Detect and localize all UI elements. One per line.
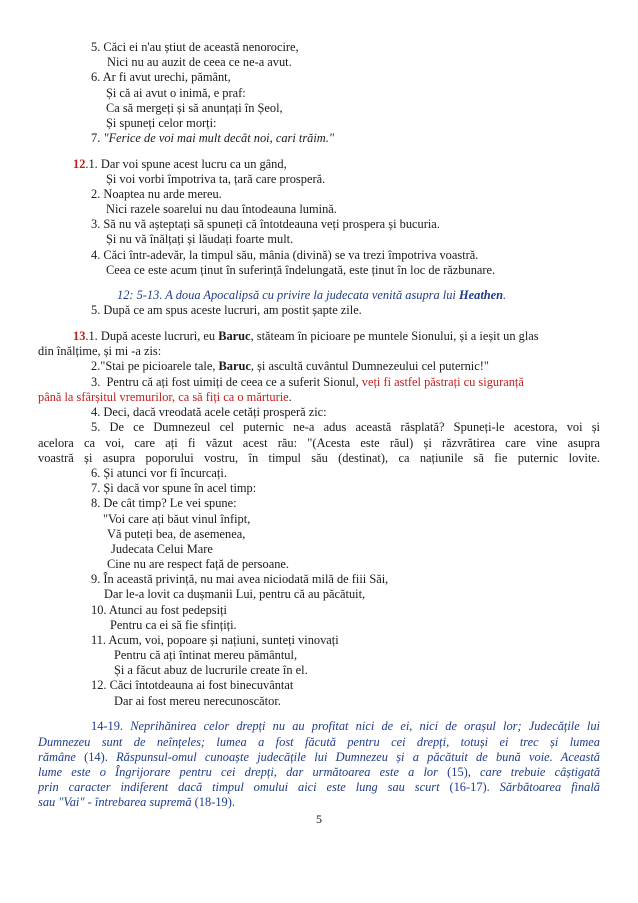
summary-line5-c: Sărbătoarea finală xyxy=(499,780,600,794)
chapter-13-verse-8-line2: Vă puteți bea, de asemenea, xyxy=(107,527,246,541)
chapter-13-verse-4: 4. Deci, dacă vreodată acele cetăți prosperă zic: xyxy=(91,405,327,419)
chapter-12-verse-4: 4. Căci într-adevăr, la timpul său, mânia (divină) se va trezi împotriva voastră. xyxy=(91,248,479,262)
verse-6: 6. Ar fi avut urechi, pământ, xyxy=(91,70,231,84)
section-heading-12-end: . xyxy=(503,288,507,302)
chapter-12-verse-5: 5. După ce am spus aceste lucruri, am postit șapte zile. xyxy=(91,303,362,317)
chapter-13-verse-2-c: , și ascultă cuvântul Dumnezeului cel puternic!" xyxy=(250,359,489,373)
chapter-12-verse-2: 2. Noaptea nu arde mereu. xyxy=(91,187,222,201)
chapter-12-verse-4-cont: Ceea ce este acum ținut în suferință îndelungată, este ținut în loc de răzbunare. xyxy=(106,263,496,277)
chapter-13-verse-12: 12. Căci întotdeauna ai fost binecuvântat xyxy=(91,678,294,692)
chapter-13-verse-5-line3: voastră și asupra poporului vostru, în timpul său (destinat), ca națiunile să fie puternic lovite. xyxy=(38,451,600,465)
section-heading-12 xyxy=(117,288,506,304)
chapter-13-verse-1-c: , stăteam în picioare pe muntele Sionului, și a ieșit un glas xyxy=(250,329,539,343)
verse-7-quote: "Ferice de voi mai mult decât noi, cari trăim." xyxy=(103,131,335,145)
summary-line4-ref: (15), xyxy=(437,765,481,779)
chapter-12-verse-2-cont: Nici razele soarelui nu dau întodeauna lumină. xyxy=(106,202,337,216)
chapter-13-verse-11: 11. Acum, voi, popoare și națiuni, sunteți vinovați xyxy=(91,633,339,647)
summary-line1-text: Neprihănirea celor drepți nu au profitat nici de ei, nici de orașul lor; Judecățile lui xyxy=(130,719,600,733)
summary-line6 xyxy=(38,795,235,811)
chapter-13-verse-8-line4: Cine nu are respect față de persoane. xyxy=(107,557,289,571)
chapter-13-verse-7: 7. Și dacă vor spune în acel timp: xyxy=(91,481,257,495)
section-heading-12-bold: Heathen xyxy=(458,288,504,302)
chapter-13-verse-3-cont xyxy=(38,390,292,406)
chapter-13-verse-10-cont: Pentru ca ei să fie sfințiți. xyxy=(110,618,237,632)
verse-7 xyxy=(91,131,334,147)
chapter-13-verse-6: 6. Și atunci vor fi încurcați. xyxy=(91,466,227,480)
chapter-13-verse-5-line2: acelora ca voi, care ați fi văzut acest rău: "(Acesta este răul) și răzvrătirea care vine asupra xyxy=(38,436,600,450)
chapter-13-verse-3-highlight-cont: până la sfârșitul vremurilor, ca să fiți ca o mărturie xyxy=(38,390,289,404)
chapter-13-verse-1 xyxy=(73,329,539,345)
chapter-13-verse-11-line2: Pentru că ați întinat mereu pământul, xyxy=(114,648,298,662)
summary-line3-c: Răspunsul-omul cunoaște judecățile lui Dumnezeu și a păcătuit de bună voie. Această xyxy=(116,750,600,764)
chapter-13-number: 13 xyxy=(73,329,86,343)
chapter-12-verse-1-cont: Și voi vorbi împotriva ta, țară care prosperă. xyxy=(106,172,326,186)
chapter-13-verse-5-line1: 5. De ce Dumnezeul cel puternic ne-a adus această răsplată? Spuneți-le acestora, voi și xyxy=(91,420,600,434)
page-number: 5 xyxy=(316,812,322,826)
summary-range: 14-19. xyxy=(91,719,131,733)
chapter-13-verse-9: 9. În această privință, nu mai avea niciodată milă de fiii Săi, xyxy=(91,572,389,586)
chapter-13-verse-1-a: .1. După aceste lucruri, eu xyxy=(85,329,219,343)
verse-6-line3: Ca să mergeți și să anunțați în Șeol, xyxy=(106,101,283,115)
summary-line5-a: prin caracter indiferent dacă timpul omului aici este lung sau scurt xyxy=(38,780,440,794)
verse-6-line4: Și spuneți celor morți: xyxy=(106,116,217,130)
summary-line5 xyxy=(38,780,600,796)
verse-7-number: 7. xyxy=(91,131,104,145)
section-heading-12-text: 12: 5-13. A doua Apocalipsă cu privire la judecata venită asupra lui xyxy=(117,288,459,302)
chapter-12-verse-3-cont: Și nu vă înălțați și lăudați foarte mult. xyxy=(106,232,294,246)
verse-6-line2: Și că ai avut o inimă, e praf: xyxy=(106,86,246,100)
summary-line3 xyxy=(38,750,600,766)
chapter-12-verse-1-text: .1. Dar voi spune acest lucru ca un gând, xyxy=(85,157,287,171)
chapter-12-verse-3: 3. Să nu vă așteptați să spuneți că întotdeauna veți prospera și bucuria. xyxy=(91,217,440,231)
summary-line3-a: rămâne xyxy=(38,750,76,764)
summary-line1 xyxy=(91,719,600,735)
summary-line4 xyxy=(38,765,600,781)
summary-line6-a: sau "Vai" - întrebarea supremă xyxy=(38,795,192,809)
verse-5-cont: Nici nu au auzit de ceea ce ne-a avut. xyxy=(107,55,292,69)
summary-line4-a: lume este o Îngrijorare pentru cei drepți, dar următoarea este a lor xyxy=(38,765,438,779)
verse-5: 5. Căci ei n'au știut de această nenorocire, xyxy=(91,40,299,54)
chapter-13-verse-3 xyxy=(91,375,524,391)
chapter-13-verse-3-highlight: veți fi astfel păstrați cu siguranță xyxy=(361,375,524,389)
chapter-13-verse-10: 10. Atunci au fost pedepsiți xyxy=(91,603,227,617)
chapter-13-verse-2-a: 2."Stai pe picioarele tale, xyxy=(91,359,219,373)
summary-line5-ref: (16-17). xyxy=(439,780,500,794)
chapter-13-verse-3-a: 3. Pentru că ați fost uimiți de ceea ce a suferit Sionul, xyxy=(91,375,362,389)
chapter-13-verse-12-cont: Dar ai fost mereu nerecunoscător. xyxy=(114,694,281,708)
chapter-13-verse-9-cont: Dar le-a lovit ca dușmanii Lui, pentru că au păcătuit, xyxy=(104,587,366,601)
chapter-13-verse-1-cont: din înălțime, și mi -a zis: xyxy=(38,344,162,358)
summary-line6-ref: (18-19). xyxy=(191,795,235,809)
chapter-13-verse-8: 8. De cât timp? Le vei spune: xyxy=(91,496,237,510)
chapter-13-verse-11-line3: Și a făcut abuz de lucrurile create în el. xyxy=(114,663,308,677)
chapter-12-number: 12 xyxy=(73,157,86,171)
chapter-13-verse-1-name: Baruc xyxy=(218,329,251,343)
summary-line3-ref: (14). xyxy=(75,750,117,764)
chapter-13-verse-8-line1: "Voi care ați băut vinul înfipt, xyxy=(103,512,251,526)
chapter-12-verse-1 xyxy=(73,157,287,173)
summary-line4-c: care trebuie câștigată xyxy=(480,765,601,779)
chapter-13-verse-2-name: Baruc xyxy=(218,359,251,373)
chapter-13-verse-8-line3: Judecata Celui Mare xyxy=(111,542,213,556)
chapter-13-verse-3-end: . xyxy=(288,390,292,404)
chapter-13-verse-2 xyxy=(91,359,489,375)
summary-line2: Dumnezeu sunt de neînțeles; lumea a fost făcută pentru cei drepți, totuși ei trec și lumea xyxy=(38,735,600,749)
